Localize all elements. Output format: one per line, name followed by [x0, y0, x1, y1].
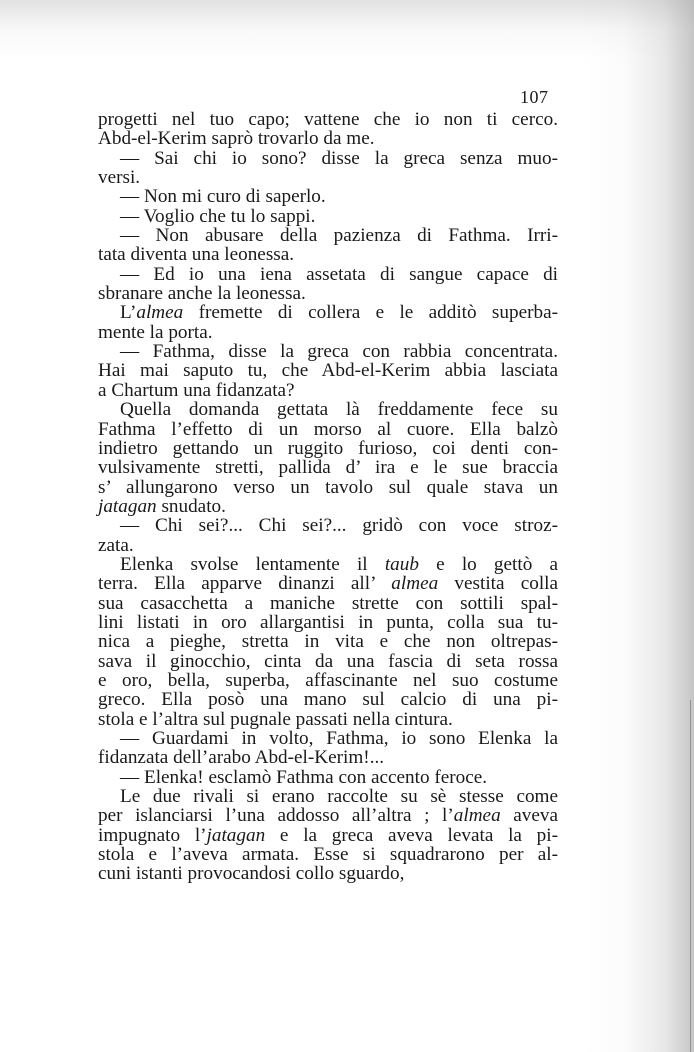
italic-word: almea [453, 805, 501, 827]
text-line: zata. [98, 534, 134, 556]
page-edge-shadow [690, 700, 691, 1052]
text-line: sava il ginocchio, cinta da una fascia di seta rossa [98, 650, 558, 672]
text-line: — Voglio che tu lo sappi. [120, 205, 316, 227]
text-line: tata diventa una leonessa. [98, 244, 295, 266]
text-line: stola e l’altra sul pugnale passati nella cintura. [98, 708, 453, 730]
page-number: 107 [520, 87, 549, 107]
text-line: cuni istanti provocandosi collo sguardo, [98, 863, 405, 885]
text-line: e oro, bella, superba, affascinante nel suo costume [98, 669, 558, 691]
text-line: s’ allungarono verso un tavolo sul quale stava un [98, 476, 558, 498]
text-run: fremette di collera e le additò superba- [183, 302, 558, 324]
text-line: versi. [98, 167, 141, 189]
italic-word: taub [384, 553, 419, 575]
text-line: — Ed io una iena assetata di sangue capace di [120, 263, 558, 285]
text-line: — Non mi curo di saperlo. [120, 186, 326, 208]
text-line: — Guardami in volto, Fathma, io sono Elenka la [120, 728, 558, 749]
text-run: impugnato l’ [98, 824, 207, 846]
text-line: nica a pieghe, stretta in vita e che non oltrepas- [98, 631, 558, 653]
text-line: Le due rivali si erano raccolte su sè stesse come [120, 786, 558, 808]
text-run: terra. Ella apparve dinanzi all’ [98, 573, 392, 595]
text-line: Fathma l’effetto di un morso al cuore. Ella balzò [98, 418, 558, 440]
text-line: mente la porta. [98, 321, 213, 343]
text-line: sua casacchetta a maniche strette con sottili spal- [98, 592, 558, 614]
text-line: Hai mai saputo tu, che Abd-el-Kerim abbia lasciata [98, 360, 558, 382]
text-line: stola e l’aveva armata. Esse si squadrarono per al- [98, 844, 558, 866]
text-line [98, 826, 558, 845]
text-line: — Fathma, disse la greca con rabbia concentrata. [120, 341, 558, 363]
italic-word: jatagan [98, 495, 157, 517]
text-line: — Elenka! esclamò Fathma con accento feroce. [120, 766, 488, 788]
text-line: progetti nel tuo capo; vattene che io non ti cerco. [98, 109, 558, 130]
text-line [98, 555, 558, 574]
text-run: e lo gettò a [418, 553, 558, 575]
text-line: — Chi sei?... Chi sei?... gridò con voce stroz- [120, 515, 558, 537]
text-line: Abd-el-Kerim saprò trovarlo da me. [98, 128, 375, 150]
text-line [98, 497, 558, 516]
text-line: greco. Ella posò una mano sul calcio di una pi- [98, 689, 558, 711]
italic-word: almea [136, 302, 184, 324]
body-text [98, 110, 558, 884]
text-run: Elenka svolse lentamente il [120, 553, 385, 575]
text-line: indietro gettando un ruggito furioso, coi denti con- [98, 437, 558, 459]
text-line: — Non abusare della pazienza di Fathma. Irri- [120, 225, 558, 247]
text-run: per islanciarsi l’una addosso all’altra ; l’ [98, 805, 454, 827]
text-run: vestita colla [438, 573, 558, 595]
text-line: sbranare anche la leonessa. [98, 283, 306, 305]
text-line: lini listati in oro allargantisi in punta, colla sua tu- [98, 611, 558, 633]
text-run: snudato. [156, 495, 226, 517]
text-run: L’ [120, 302, 137, 324]
text-line [98, 806, 558, 825]
text-run: e la greca aveva levata la pi- [265, 824, 558, 846]
text-line: Quella domanda gettata là freddamente fece su [120, 399, 558, 421]
text-line: vulsivamente stretti, pallida d’ ira e le sue braccia [98, 457, 558, 479]
text-line: — Sai chi io sono? disse la greca senza muo- [120, 147, 558, 169]
italic-word: almea [391, 573, 439, 595]
italic-word: jatagan [206, 824, 266, 846]
text-line [98, 303, 558, 322]
text-line: fidanzata dell’arabo Abd-el-Kerim!... [98, 747, 385, 769]
text-line: a Chartum una fidanzata? [98, 379, 295, 401]
text-line [98, 574, 558, 593]
text-run: aveva [500, 805, 558, 827]
